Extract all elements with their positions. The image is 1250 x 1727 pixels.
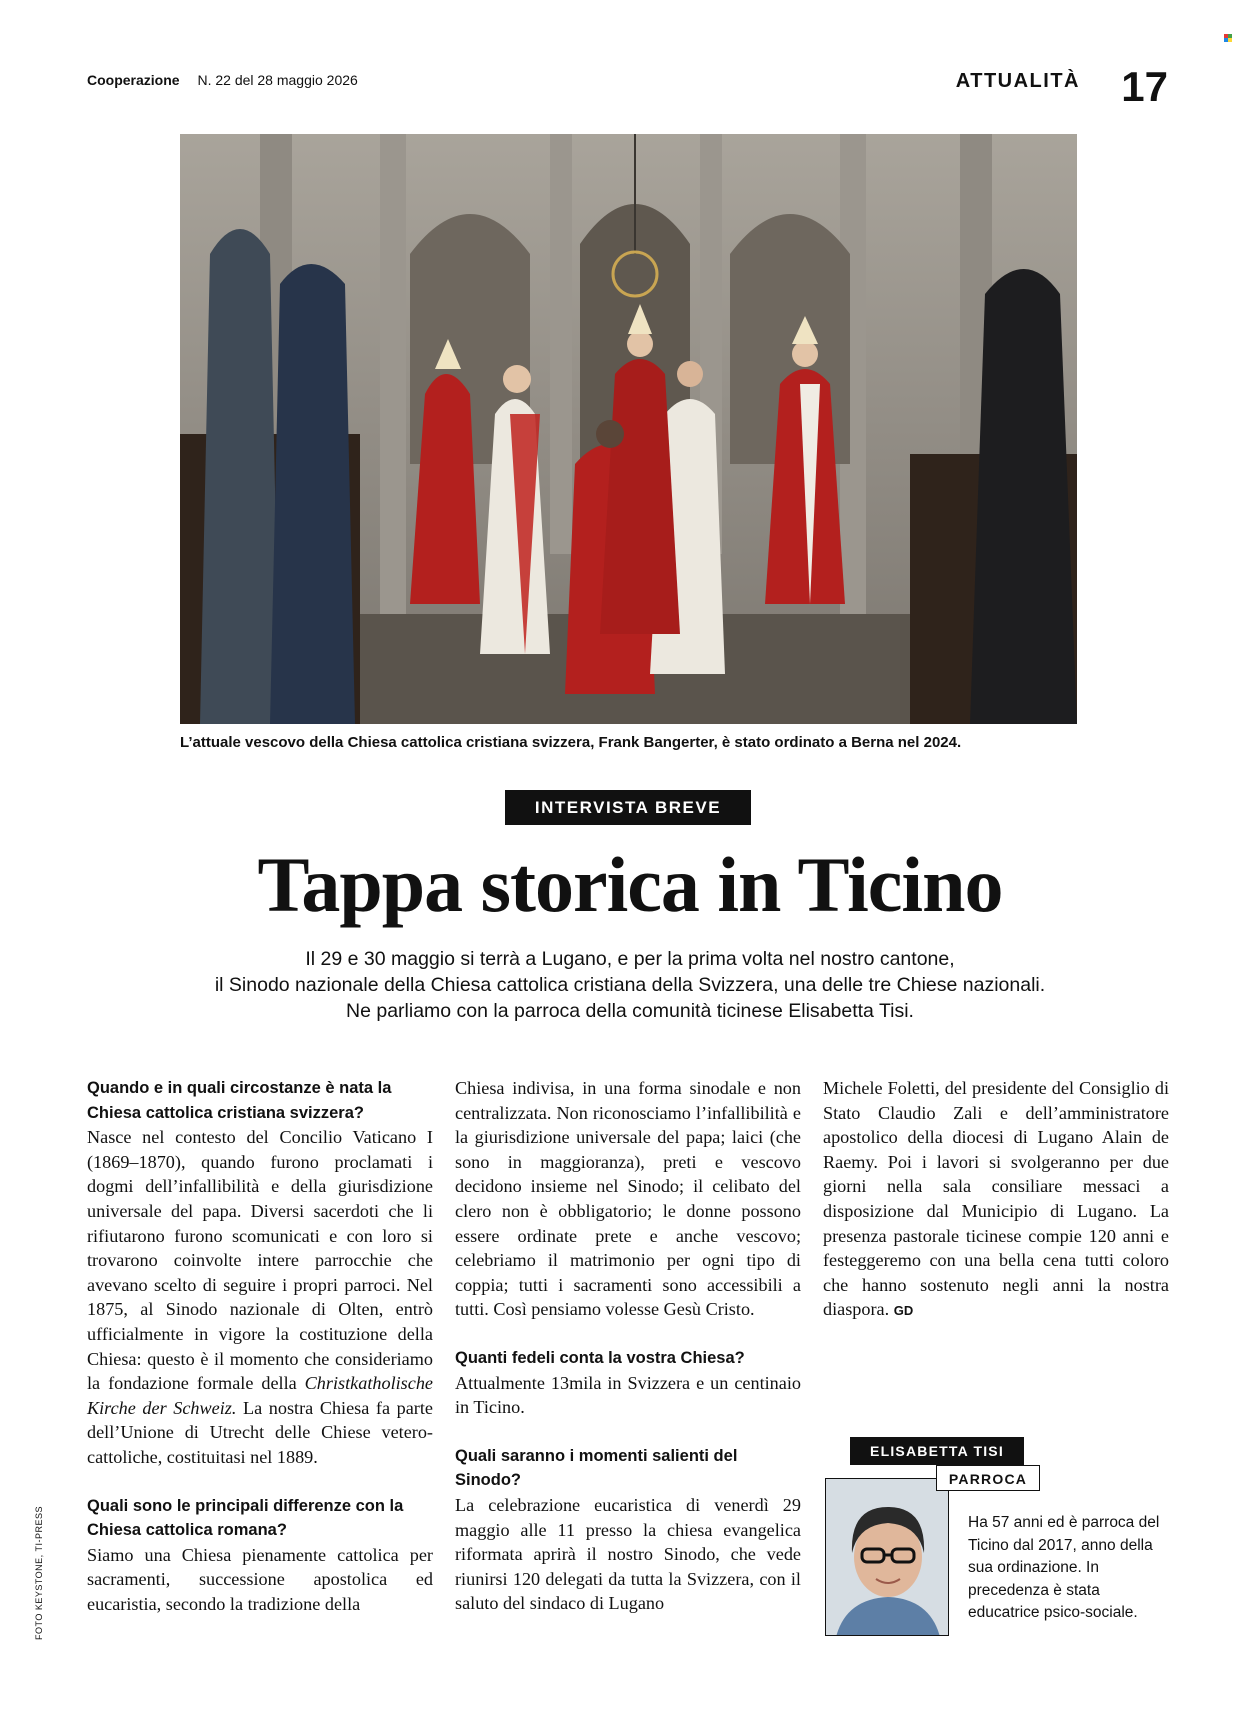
church-name-german: Christkatholische Kirche der Schweiz. xyxy=(87,1373,433,1418)
answer-3: Attualmente 13mila in Svizzera e un centinaio in Ticino. xyxy=(455,1372,801,1418)
publication-name: Cooperazione xyxy=(87,72,180,88)
portrait-photo xyxy=(825,1478,949,1636)
answer-1-text-end: La nostra Chiesa fa parte dell’Unione di Utrecht delle Chiese vetero-cattoliche, costituitasi nel 1889. xyxy=(87,1397,433,1467)
article-column-2 xyxy=(455,1076,801,1616)
ordination-photo xyxy=(180,134,1077,724)
issue-date: N. 22 del 28 maggio 2026 xyxy=(197,72,358,88)
print-color-mark xyxy=(1224,34,1232,42)
photo-caption: L’attuale vescovo della Chiesa cattolica cristiana svizzera, Frank Bangerter, è stato ordinato a Berna nel 2024. xyxy=(180,734,962,751)
kicker-label: INTERVISTA BREVE xyxy=(505,790,751,825)
answer-4-start: La celebrazione eucaristica di venerdì 29 maggio alle 11 presso la chiesa evangelica riformata aprirà il nostro Sinodo, che vede riunirsi 120 delegati da tutta la Svizzera, con il saluto del sindaco di Lugano xyxy=(455,1494,801,1614)
article-column-3 xyxy=(823,1076,1169,1324)
question-1: Quando e in quali circostanze è nata la Chiesa cattolica cristiana svizzera? xyxy=(87,1079,392,1122)
lead-line: Ne parliamo con la parroca della comunità ticinese Elisabetta Tisi. xyxy=(346,1000,914,1022)
section-label: ATTUALITÀ xyxy=(955,70,1080,92)
lead-line: il Sinodo nazionale della Chiesa cattolica cristiana della Svizzera, una delle tre Chiese nazionali. xyxy=(214,974,1046,996)
bio-name-label: ELISABETTA TISI xyxy=(850,1437,1024,1465)
ordination-illustration xyxy=(180,134,1077,724)
answer-1-text: Nasce nel contesto del Concilio Vaticano I (1869–1870), quando furono proclamati i dogmi dell’infallibilità e della giurisdizione universale del papa. Diversi sacerdoti che li rifiutarono furono scomunicati e con loro si trovarono coinvolte intere parrocchie che avevano scelto di seguire i propri parroci. Nel 1875, al Sinodo nazionale di Olten, entrò ufficialmente in vigore la costituzione della Chiesa: questo è il momento che consideriamo la fondazione formale della xyxy=(87,1127,433,1394)
answer-4-continued xyxy=(823,1076,1169,1324)
question-2: Quali sono le principali differenze con la Chiesa cattolica romana? xyxy=(87,1496,404,1540)
bio-text: Ha 57 anni ed è parroca del Ticino dal 2017, anno della sua ordinazione. In precedenza è stata educatrice psico-sociale. xyxy=(968,1514,1160,1621)
author-signature: GD xyxy=(893,1303,914,1319)
headline: Tappa storica in Ticino xyxy=(257,841,1003,928)
page-number: 17 xyxy=(1121,63,1168,110)
lead-line: Il 29 e 30 maggio si terrà a Lugano, e per la prima volta nel nostro cantone, xyxy=(305,948,955,970)
bio-role-label: PARROCA xyxy=(936,1465,1040,1491)
question-3: Quanti fedeli conta la vostra Chiesa? xyxy=(455,1348,745,1367)
masthead xyxy=(87,72,358,88)
portrait-illustration xyxy=(826,1479,949,1636)
answer-2-start: Siamo una Chiesa pienamente cattolica per sacramenti, successione apostolica ed eucaristia, secondo la tradizione della xyxy=(87,1544,433,1614)
article-column-1 xyxy=(87,1076,433,1616)
answer-1 xyxy=(87,1125,433,1469)
lead-paragraph xyxy=(150,946,1110,1024)
answer-4-text: Michele Foletti, del presidente del Consiglio di Stato Claudio Zali e dell’amministratore apostolico della diocesi di Lugano Alain de Raemy. Poi i lavori si svolgeranno per due giorni nella sala consiliare messaci a disposizione dal Municipio di Lugano. La presenza pastorale ticinese compie 120 anni e festeggeremo con una bella cena tutti coloro che hanno sostenuto negli anni la nostra diaspora. xyxy=(823,1078,1169,1320)
photo-credit: FOTO KEYSTONE, TI-PRESS xyxy=(34,1505,44,1640)
answer-2-continued: Chiesa indivisa, in una forma sinodale e non centralizzata. Non riconosciamo l’infallibilità e la giurisdizione universale del papa; laici (che sono in maggioranza), preti e vescovo decidono insieme nel Sinodo; il celibato del clero non è obbligatorio; le donne possono essere ordinate prete e anche vescovo; celebriamo il matrimonio per ogni tipo di coppia; tutti i sacramenti sono accessibili a tutti. Così pensiamo volesse Gesù Cristo. xyxy=(455,1078,801,1320)
question-4: Quali saranno i momenti salienti del Sinodo? xyxy=(455,1446,738,1490)
